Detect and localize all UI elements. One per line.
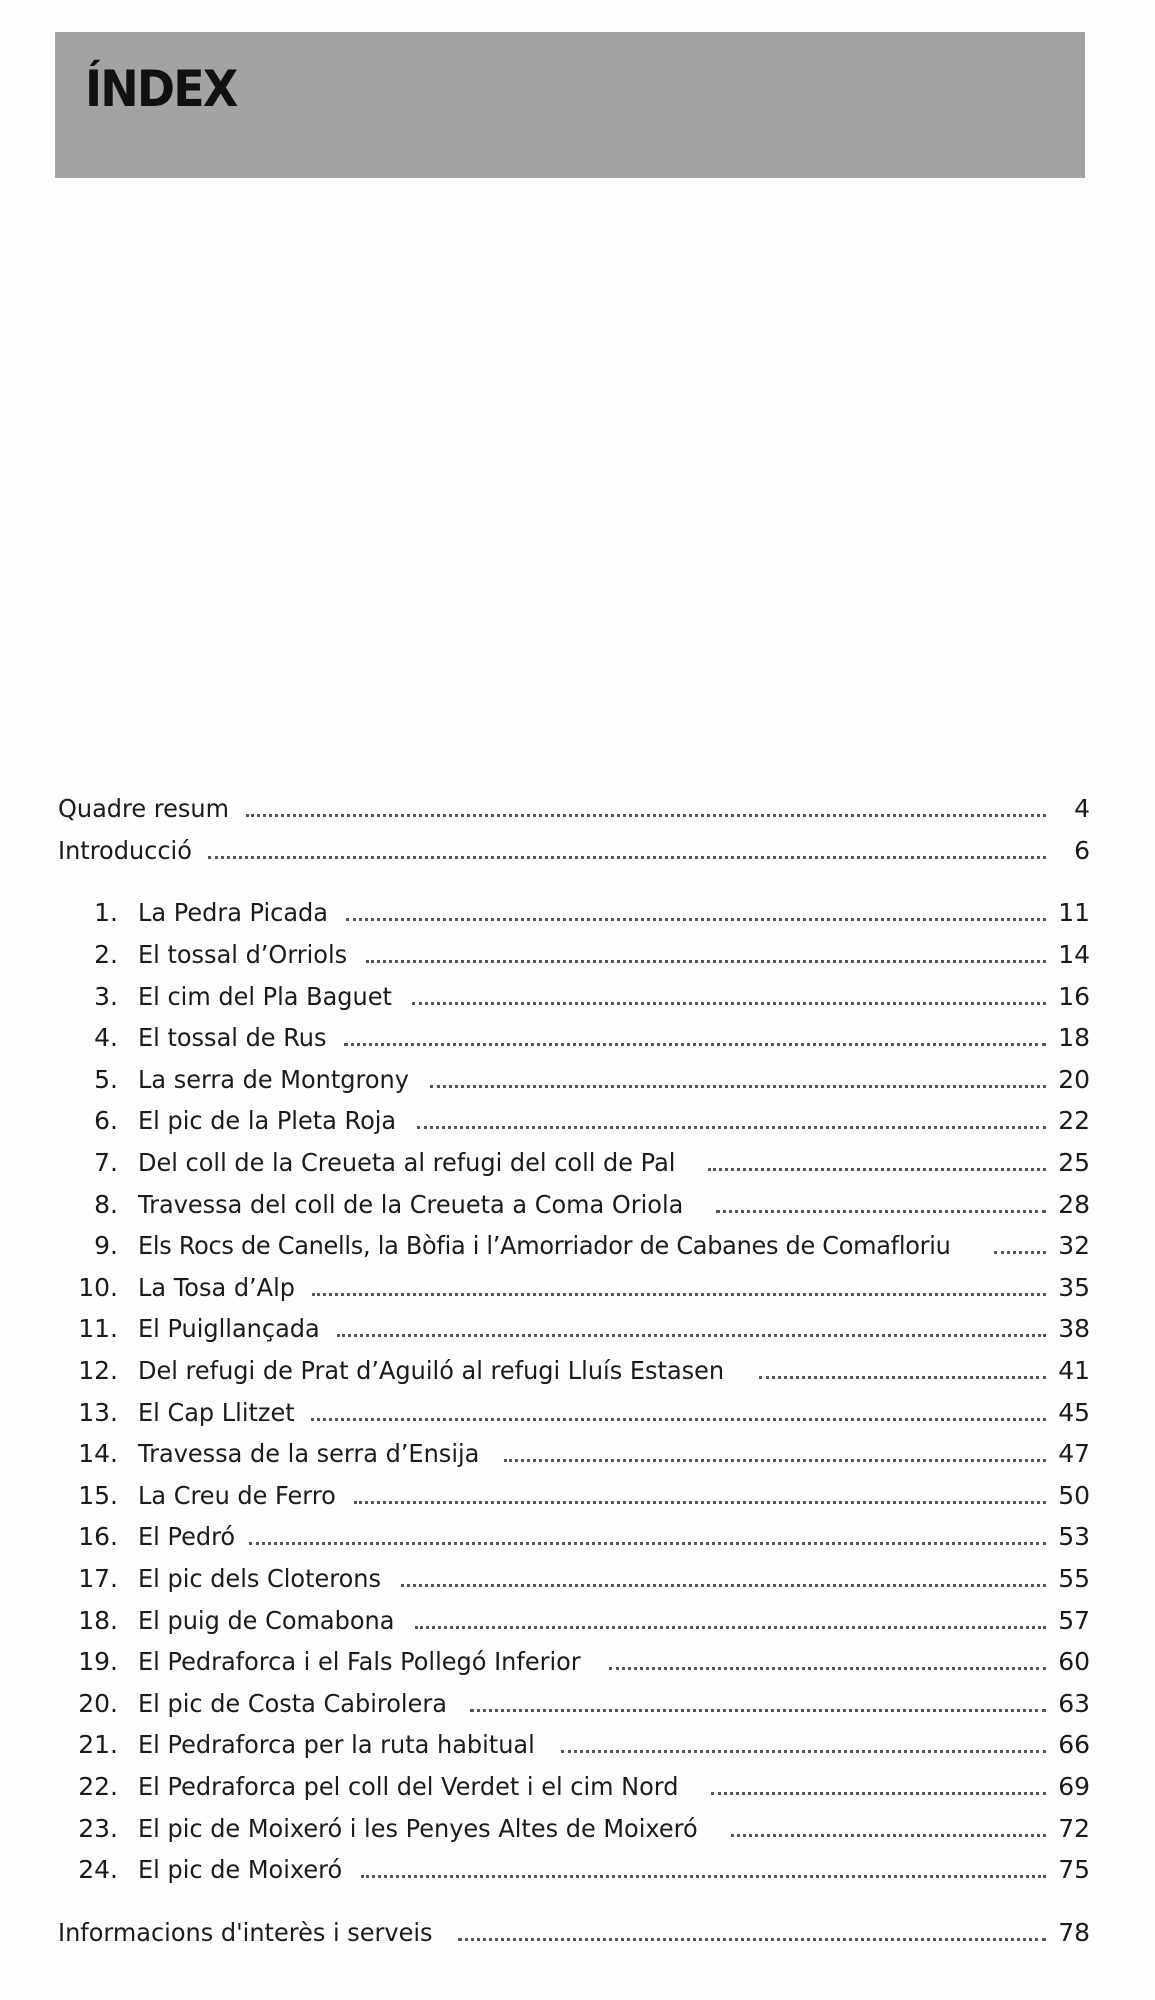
toc-entry-title: Del coll de la Creueta al refugi del coll de Pal xyxy=(138,1148,676,1177)
toc-page-number: 53 xyxy=(1058,1522,1090,1551)
dot-leader xyxy=(731,1834,1046,1837)
toc-entry-title: El Pedraforca per la ruta habitual xyxy=(138,1730,535,1759)
toc-page-number: 45 xyxy=(1058,1398,1090,1427)
toc-entry-route-13[interactable] xyxy=(58,1396,1090,1430)
toc-page-number: 14 xyxy=(1058,940,1090,969)
dot-leader xyxy=(246,814,1046,817)
toc-page-number: 35 xyxy=(1058,1273,1090,1302)
toc-entry-number: 12. xyxy=(78,1356,118,1385)
toc-entry-route-19[interactable] xyxy=(58,1645,1090,1679)
dot-leader xyxy=(458,1938,1046,1941)
toc-page-number: 16 xyxy=(1058,982,1090,1011)
dot-leader xyxy=(417,1126,1046,1129)
toc-entry-route-5[interactable] xyxy=(58,1063,1090,1097)
toc-entry-number: 3. xyxy=(94,982,118,1011)
dot-leader xyxy=(716,1210,1046,1213)
toc-entry-title: El pic de la Pleta Roja xyxy=(138,1106,397,1135)
toc-entry-title: El pic de Costa Cabirolera xyxy=(138,1689,447,1718)
toc-entry-number: 8. xyxy=(94,1190,118,1219)
toc-entry-title: La Creu de Ferro xyxy=(138,1481,336,1510)
toc-entry-route-6[interactable] xyxy=(58,1104,1090,1138)
dot-leader xyxy=(711,1792,1046,1795)
toc-entry-route-21[interactable] xyxy=(58,1728,1090,1762)
dot-leader xyxy=(337,1334,1046,1337)
toc-entry-quadre-resum[interactable] xyxy=(58,792,1090,826)
dot-leader xyxy=(249,1542,1046,1545)
toc-entry-route-16[interactable] xyxy=(58,1520,1090,1554)
dot-leader xyxy=(609,1667,1046,1670)
toc-entry-title: La Pedra Picada xyxy=(138,898,328,927)
toc-entry-route-22[interactable] xyxy=(58,1770,1090,1804)
toc-page-number: 18 xyxy=(1058,1023,1090,1052)
toc-entry-title: El cim del Pla Baguet xyxy=(138,982,392,1011)
toc-entry-number: 10. xyxy=(78,1273,118,1302)
toc-entry-number: 24. xyxy=(78,1855,118,1884)
toc-page-number: 47 xyxy=(1058,1439,1090,1468)
dot-leader xyxy=(361,1875,1046,1878)
toc-page-number: 20 xyxy=(1058,1065,1090,1094)
dot-leader xyxy=(312,1293,1046,1296)
dot-leader xyxy=(415,1626,1046,1629)
toc-entry-title: La Tosa d’Alp xyxy=(138,1273,296,1302)
toc-entry-number: 21. xyxy=(78,1730,118,1759)
toc-entry-title: El tossal de Rus xyxy=(138,1023,327,1052)
toc-page-number: 50 xyxy=(1058,1481,1090,1510)
toc-entry-title: La serra de Montgrony xyxy=(138,1065,409,1094)
toc-entry-number: 5. xyxy=(94,1065,118,1094)
toc-entry-title: Del refugi de Prat d’Aguiló al refugi Lluís Estasen xyxy=(138,1356,725,1385)
toc-page-number: 6 xyxy=(1074,836,1090,865)
toc-page-number: 63 xyxy=(1058,1689,1090,1718)
toc-entry-title: Travessa del coll de la Creueta a Coma Oriola xyxy=(138,1190,684,1219)
toc-entry-number: 14. xyxy=(78,1439,118,1468)
toc-page-number: 22 xyxy=(1058,1106,1090,1135)
toc-entry-title: Travessa de la serra d’Ensija xyxy=(138,1439,480,1468)
dot-leader xyxy=(430,1085,1046,1088)
toc-entry-number: 4. xyxy=(94,1023,118,1052)
dot-leader xyxy=(346,918,1046,921)
toc-entry-title: Introducció xyxy=(58,836,192,865)
toc-entry-route-2[interactable] xyxy=(58,938,1090,972)
toc-entry-number: 19. xyxy=(78,1647,118,1676)
toc-entry-route-1[interactable] xyxy=(58,896,1090,930)
dot-leader xyxy=(470,1709,1046,1712)
dot-leader xyxy=(311,1418,1046,1421)
toc-entry-title: El pic de Moixeró i les Penyes Altes de Moixeró xyxy=(138,1814,698,1843)
toc-entry-route-3[interactable] xyxy=(58,980,1090,1014)
dot-leader xyxy=(208,856,1047,859)
toc-entry-title: Els Rocs de Canells, la Bòfia i l’Amorriador de Cabanes de Comafloriu xyxy=(138,1231,951,1260)
dot-leader xyxy=(504,1459,1046,1462)
toc-page-number: 66 xyxy=(1058,1730,1090,1759)
toc-entry-route-7[interactable] xyxy=(58,1146,1090,1180)
toc-entry-number: 22. xyxy=(78,1772,118,1801)
toc-entry-number: 9. xyxy=(94,1231,118,1260)
toc-entry-number: 11. xyxy=(78,1314,118,1343)
toc-entry-route-20[interactable] xyxy=(58,1687,1090,1721)
toc-entry-number: 20. xyxy=(78,1689,118,1718)
toc-page-number: 11 xyxy=(1058,898,1090,927)
dot-leader xyxy=(994,1251,1046,1254)
toc-entry-route-12[interactable] xyxy=(58,1354,1090,1388)
toc-entry-title: Informacions d'interès i serveis xyxy=(58,1918,433,1947)
toc-page-number: 57 xyxy=(1058,1606,1090,1635)
toc-entry-route-10[interactable] xyxy=(58,1271,1090,1305)
dot-leader xyxy=(708,1168,1046,1171)
toc-entry-route-11[interactable] xyxy=(58,1312,1090,1346)
toc-entry-number: 1. xyxy=(94,898,118,927)
dot-leader xyxy=(412,1002,1046,1005)
toc-page-number: 38 xyxy=(1058,1314,1090,1343)
toc-entry-route-23[interactable] xyxy=(58,1812,1090,1846)
toc-entry-route-9[interactable] xyxy=(58,1229,1090,1263)
toc-entry-number: 23. xyxy=(78,1814,118,1843)
dot-leader xyxy=(366,960,1046,963)
toc-entry-title: El pic dels Cloterons xyxy=(138,1564,382,1593)
toc-page-number: 75 xyxy=(1058,1855,1090,1884)
dot-leader xyxy=(401,1584,1046,1587)
toc-entry-number: 7. xyxy=(94,1148,118,1177)
toc-entry-title: Quadre resum xyxy=(58,794,229,823)
dot-leader xyxy=(759,1376,1046,1379)
toc-page-number: 60 xyxy=(1058,1647,1090,1676)
toc-entry-route-4[interactable] xyxy=(58,1021,1090,1055)
toc-entry-title: El tossal d’Orriols xyxy=(138,940,348,969)
toc-entry-title: El Pedraforca i el Fals Pollegó Inferior xyxy=(138,1647,581,1676)
toc-entry-number: 6. xyxy=(94,1106,118,1135)
dot-leader xyxy=(354,1501,1046,1504)
toc-entry-number: 2. xyxy=(94,940,118,969)
toc-entry-introduccio[interactable] xyxy=(58,834,1090,868)
toc-page-number: 55 xyxy=(1058,1564,1090,1593)
toc-entry-title: El puig de Comabona xyxy=(138,1606,395,1635)
toc-entry-route-18[interactable] xyxy=(58,1604,1090,1638)
toc-entry-route-8[interactable] xyxy=(58,1188,1090,1222)
toc-entry-number: 16. xyxy=(78,1522,118,1551)
toc-entry-title: El Pedró xyxy=(138,1522,236,1551)
page-title: ÍNDEX xyxy=(85,60,237,118)
toc-entry-route-15[interactable] xyxy=(58,1479,1090,1513)
toc-page-number: 78 xyxy=(1058,1918,1090,1947)
toc-entry-title: El pic de Moixeró xyxy=(138,1855,343,1884)
toc-page-number: 41 xyxy=(1058,1356,1090,1385)
toc-page-number: 25 xyxy=(1058,1148,1090,1177)
toc-entry-route-24[interactable] xyxy=(58,1853,1090,1887)
toc-page-number: 72 xyxy=(1058,1814,1090,1843)
toc-entry-number: 18. xyxy=(78,1606,118,1635)
toc-entry-title: El Cap Llitzet xyxy=(138,1398,295,1427)
toc-entry-title: El Puigllançada xyxy=(138,1314,320,1343)
toc-page-number: 32 xyxy=(1058,1231,1090,1260)
toc-page-number: 4 xyxy=(1074,794,1090,823)
toc-entry-number: 17. xyxy=(78,1564,118,1593)
toc-page-number: 69 xyxy=(1058,1772,1090,1801)
toc-entry-number: 13. xyxy=(78,1398,118,1427)
dot-leader xyxy=(344,1043,1046,1046)
toc-page-number: 28 xyxy=(1058,1190,1090,1219)
dot-leader xyxy=(561,1750,1046,1753)
table-of-contents xyxy=(58,0,1090,2000)
toc-entry-number: 15. xyxy=(78,1481,118,1510)
toc-entry-informacions[interactable] xyxy=(58,1916,1090,1950)
toc-entry-title: El Pedraforca pel coll del Verdet i el cim Nord xyxy=(138,1772,679,1801)
toc-entry-route-14[interactable] xyxy=(58,1437,1090,1471)
toc-entry-route-17[interactable] xyxy=(58,1562,1090,1596)
